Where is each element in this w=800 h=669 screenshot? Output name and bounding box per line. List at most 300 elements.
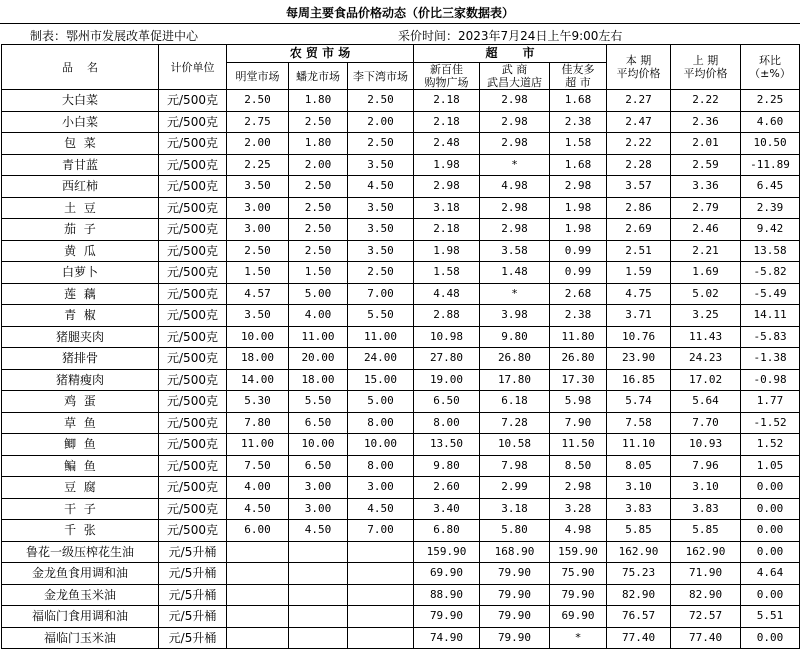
cell-market-2 bbox=[289, 584, 348, 606]
cell-market-3 bbox=[348, 563, 414, 585]
cell-super-1: 2.88 bbox=[414, 305, 480, 327]
cell-super-1: 6.50 bbox=[414, 391, 480, 413]
cell-unit: 元/500克 bbox=[159, 477, 227, 499]
cell-super-1: 10.98 bbox=[414, 326, 480, 348]
cell-name: 猪精瘦肉 bbox=[2, 369, 159, 391]
cell-super-1: 13.50 bbox=[414, 434, 480, 456]
cell-avg-now: 3.10 bbox=[607, 477, 671, 499]
table-row bbox=[2, 477, 800, 499]
cell-name: 金龙鱼玉米油 bbox=[2, 584, 159, 606]
cell-super-3: 26.80 bbox=[550, 348, 607, 370]
cell-unit: 元/5升桶 bbox=[159, 541, 227, 563]
cell-super-2: 1.48 bbox=[480, 262, 550, 284]
cell-super-2: 3.98 bbox=[480, 305, 550, 327]
cell-ratio: 1.77 bbox=[741, 391, 800, 413]
cell-avg-prev: 11.43 bbox=[671, 326, 741, 348]
cell-unit: 元/500克 bbox=[159, 154, 227, 176]
cell-market-3: 24.00 bbox=[348, 348, 414, 370]
cell-market-3: 5.00 bbox=[348, 391, 414, 413]
cell-avg-now: 162.90 bbox=[607, 541, 671, 563]
cell-name: 鲫 鱼 bbox=[2, 434, 159, 456]
cell-super-3: 11.80 bbox=[550, 326, 607, 348]
cell-unit: 元/500克 bbox=[159, 348, 227, 370]
table-row bbox=[2, 520, 800, 542]
cell-super-1: 19.00 bbox=[414, 369, 480, 391]
cell-super-3: 69.90 bbox=[550, 606, 607, 628]
cell-super-1: 69.90 bbox=[414, 563, 480, 585]
cell-ratio: -11.89 bbox=[741, 154, 800, 176]
cell-super-2: 9.80 bbox=[480, 326, 550, 348]
cell-ratio: -5.83 bbox=[741, 326, 800, 348]
cell-super-1: 6.80 bbox=[414, 520, 480, 542]
cell-unit: 元/5升桶 bbox=[159, 584, 227, 606]
cell-name: 猪腿夹肉 bbox=[2, 326, 159, 348]
cell-market-1: 10.00 bbox=[227, 326, 289, 348]
cell-avg-now: 2.69 bbox=[607, 219, 671, 241]
cell-avg-prev: 2.21 bbox=[671, 240, 741, 262]
header-name: 品 名 bbox=[2, 45, 159, 90]
cell-market-3: 4.50 bbox=[348, 498, 414, 520]
cell-name: 干 子 bbox=[2, 498, 159, 520]
cell-market-1: 11.00 bbox=[227, 434, 289, 456]
cell-market-1: 6.00 bbox=[227, 520, 289, 542]
cell-ratio: 6.45 bbox=[741, 176, 800, 198]
cell-super-3: 2.68 bbox=[550, 283, 607, 305]
cell-avg-now: 7.58 bbox=[607, 412, 671, 434]
cell-ratio: -5.82 bbox=[741, 262, 800, 284]
cell-ratio: 0.00 bbox=[741, 541, 800, 563]
cell-market-3: 8.00 bbox=[348, 412, 414, 434]
table-row bbox=[2, 412, 800, 434]
cell-name: 鸡 蛋 bbox=[2, 391, 159, 413]
cell-market-2: 2.50 bbox=[289, 240, 348, 262]
cell-super-1: 159.90 bbox=[414, 541, 480, 563]
cell-unit: 元/500克 bbox=[159, 434, 227, 456]
cell-market-1 bbox=[227, 541, 289, 563]
cell-avg-prev: 5.85 bbox=[671, 520, 741, 542]
cell-super-3: 0.99 bbox=[550, 262, 607, 284]
cell-name: 大白菜 bbox=[2, 90, 159, 112]
cell-super-3: 8.50 bbox=[550, 455, 607, 477]
table-header bbox=[2, 45, 800, 90]
cell-super-1: 27.80 bbox=[414, 348, 480, 370]
cell-avg-now: 82.90 bbox=[607, 584, 671, 606]
cell-avg-prev: 77.40 bbox=[671, 627, 741, 649]
cell-super-2: * bbox=[480, 154, 550, 176]
cell-market-2: 2.50 bbox=[289, 111, 348, 133]
cell-market-2: 6.50 bbox=[289, 455, 348, 477]
cell-avg-now: 3.57 bbox=[607, 176, 671, 198]
cell-super-3: 3.28 bbox=[550, 498, 607, 520]
price-table bbox=[1, 44, 800, 649]
cell-ratio: 2.39 bbox=[741, 197, 800, 219]
cell-avg-now: 3.71 bbox=[607, 305, 671, 327]
cell-super-2: 2.98 bbox=[480, 90, 550, 112]
cell-super-2: 2.98 bbox=[480, 111, 550, 133]
cell-avg-prev: 2.79 bbox=[671, 197, 741, 219]
cell-super-1: 79.90 bbox=[414, 606, 480, 628]
cell-market-1: 3.50 bbox=[227, 305, 289, 327]
cell-unit: 元/500克 bbox=[159, 133, 227, 155]
cell-market-2: 1.80 bbox=[289, 133, 348, 155]
cell-super-3: 17.30 bbox=[550, 369, 607, 391]
cell-super-2: 2.98 bbox=[480, 197, 550, 219]
cell-super-1: 3.18 bbox=[414, 197, 480, 219]
sheet-title: 每周主要食品价格动态（价比三家数据表） bbox=[0, 0, 800, 24]
cell-ratio: 1.52 bbox=[741, 434, 800, 456]
cell-super-1: 8.00 bbox=[414, 412, 480, 434]
cell-unit: 元/500克 bbox=[159, 197, 227, 219]
cell-ratio: 4.60 bbox=[741, 111, 800, 133]
cell-market-2: 2.50 bbox=[289, 219, 348, 241]
cell-market-3: 2.50 bbox=[348, 90, 414, 112]
cell-avg-prev: 5.64 bbox=[671, 391, 741, 413]
cell-avg-now: 3.83 bbox=[607, 498, 671, 520]
cell-avg-now: 16.85 bbox=[607, 369, 671, 391]
cell-market-3: 3.50 bbox=[348, 219, 414, 241]
cell-market-3 bbox=[348, 541, 414, 563]
cell-super-1: 2.18 bbox=[414, 111, 480, 133]
cell-super-1: 88.90 bbox=[414, 584, 480, 606]
cell-super-3: 4.98 bbox=[550, 520, 607, 542]
cell-market-2 bbox=[289, 563, 348, 585]
header-group-supermarket: 超 市 bbox=[414, 45, 607, 63]
table-row bbox=[2, 369, 800, 391]
cell-market-1: 7.50 bbox=[227, 455, 289, 477]
cell-unit: 元/500克 bbox=[159, 111, 227, 133]
cell-market-2 bbox=[289, 606, 348, 628]
table-row bbox=[2, 219, 800, 241]
cell-avg-prev: 7.96 bbox=[671, 455, 741, 477]
cell-super-1: 2.18 bbox=[414, 219, 480, 241]
table-row bbox=[2, 133, 800, 155]
cell-ratio: 0.00 bbox=[741, 477, 800, 499]
cell-unit: 元/500克 bbox=[159, 498, 227, 520]
cell-super-1: 4.48 bbox=[414, 283, 480, 305]
cell-super-2: 79.90 bbox=[480, 627, 550, 649]
header-super-3: 佳友多 超 市 bbox=[550, 63, 607, 90]
header-market-1: 明堂市场 bbox=[227, 63, 289, 90]
cell-market-1: 5.30 bbox=[227, 391, 289, 413]
cell-market-2: 6.50 bbox=[289, 412, 348, 434]
cell-market-2: 2.50 bbox=[289, 197, 348, 219]
header-super-1: 新百佳 购物广场 bbox=[414, 63, 480, 90]
cell-avg-prev: 2.01 bbox=[671, 133, 741, 155]
cell-avg-now: 10.76 bbox=[607, 326, 671, 348]
cell-name: 西红柿 bbox=[2, 176, 159, 198]
cell-unit: 元/500克 bbox=[159, 326, 227, 348]
cell-super-2: * bbox=[480, 283, 550, 305]
cell-name: 千 张 bbox=[2, 520, 159, 542]
cell-market-1: 7.80 bbox=[227, 412, 289, 434]
cell-super-2: 5.80 bbox=[480, 520, 550, 542]
cell-ratio: -1.52 bbox=[741, 412, 800, 434]
cell-market-1: 1.50 bbox=[227, 262, 289, 284]
cell-avg-prev: 2.59 bbox=[671, 154, 741, 176]
cell-market-2: 4.00 bbox=[289, 305, 348, 327]
cell-market-3 bbox=[348, 606, 414, 628]
cell-market-3: 10.00 bbox=[348, 434, 414, 456]
cell-market-2: 20.00 bbox=[289, 348, 348, 370]
cell-name: 包 菜 bbox=[2, 133, 159, 155]
cell-market-2: 4.50 bbox=[289, 520, 348, 542]
cell-super-3: 2.98 bbox=[550, 176, 607, 198]
cell-super-3: 11.50 bbox=[550, 434, 607, 456]
table-row bbox=[2, 541, 800, 563]
cell-avg-now: 5.74 bbox=[607, 391, 671, 413]
cell-market-3: 5.50 bbox=[348, 305, 414, 327]
cell-unit: 元/500克 bbox=[159, 283, 227, 305]
cell-super-2: 17.80 bbox=[480, 369, 550, 391]
cell-market-1 bbox=[227, 606, 289, 628]
cell-market-3: 2.50 bbox=[348, 133, 414, 155]
cell-super-3: 7.90 bbox=[550, 412, 607, 434]
collection-time: 采价时间：2023年7月24日上午9:00左右 bbox=[398, 29, 623, 43]
cell-name: 莲 藕 bbox=[2, 283, 159, 305]
table-row bbox=[2, 90, 800, 112]
cell-unit: 元/5升桶 bbox=[159, 627, 227, 649]
cell-super-3: 75.90 bbox=[550, 563, 607, 585]
cell-avg-now: 4.75 bbox=[607, 283, 671, 305]
cell-avg-prev: 24.23 bbox=[671, 348, 741, 370]
cell-market-3: 11.00 bbox=[348, 326, 414, 348]
cell-ratio: 0.00 bbox=[741, 584, 800, 606]
cell-name: 草 鱼 bbox=[2, 412, 159, 434]
cell-super-1: 3.40 bbox=[414, 498, 480, 520]
header-super-2: 武 商 武昌大道店 bbox=[480, 63, 550, 90]
cell-super-2: 2.98 bbox=[480, 219, 550, 241]
table-body bbox=[2, 90, 800, 649]
cell-market-3: 3.50 bbox=[348, 154, 414, 176]
table-row bbox=[2, 176, 800, 198]
cell-unit: 元/500克 bbox=[159, 262, 227, 284]
cell-name: 福临门玉米油 bbox=[2, 627, 159, 649]
table-row bbox=[2, 563, 800, 585]
cell-super-3: 5.98 bbox=[550, 391, 607, 413]
cell-market-2: 1.50 bbox=[289, 262, 348, 284]
cell-name: 鳊 鱼 bbox=[2, 455, 159, 477]
cell-market-2: 1.80 bbox=[289, 90, 348, 112]
cell-name: 小白菜 bbox=[2, 111, 159, 133]
cell-ratio: -5.49 bbox=[741, 283, 800, 305]
table-maker: 制表：鄂州市发展改革促进中心 bbox=[30, 29, 199, 43]
cell-market-3 bbox=[348, 584, 414, 606]
cell-market-1: 2.50 bbox=[227, 240, 289, 262]
cell-market-3: 8.00 bbox=[348, 455, 414, 477]
cell-market-1: 3.50 bbox=[227, 176, 289, 198]
cell-avg-now: 8.05 bbox=[607, 455, 671, 477]
cell-avg-now: 1.59 bbox=[607, 262, 671, 284]
cell-market-2: 18.00 bbox=[289, 369, 348, 391]
table-row bbox=[2, 262, 800, 284]
cell-unit: 元/500克 bbox=[159, 520, 227, 542]
cell-ratio: 0.00 bbox=[741, 520, 800, 542]
cell-super-2: 79.90 bbox=[480, 563, 550, 585]
cell-avg-prev: 5.02 bbox=[671, 283, 741, 305]
cell-market-1: 4.00 bbox=[227, 477, 289, 499]
table-row bbox=[2, 434, 800, 456]
cell-market-3: 3.50 bbox=[348, 197, 414, 219]
cell-unit: 元/500克 bbox=[159, 455, 227, 477]
cell-super-3: * bbox=[550, 627, 607, 649]
cell-unit: 元/5升桶 bbox=[159, 563, 227, 585]
cell-market-1: 18.00 bbox=[227, 348, 289, 370]
cell-unit: 元/500克 bbox=[159, 305, 227, 327]
cell-super-2: 79.90 bbox=[480, 606, 550, 628]
table-row bbox=[2, 498, 800, 520]
cell-super-3: 2.38 bbox=[550, 305, 607, 327]
cell-super-3: 2.98 bbox=[550, 477, 607, 499]
cell-super-2: 2.98 bbox=[480, 133, 550, 155]
table-row bbox=[2, 154, 800, 176]
cell-name: 金龙鱼食用调和油 bbox=[2, 563, 159, 585]
cell-super-2: 10.58 bbox=[480, 434, 550, 456]
cell-market-2: 3.00 bbox=[289, 477, 348, 499]
cell-ratio: 14.11 bbox=[741, 305, 800, 327]
cell-ratio: 13.58 bbox=[741, 240, 800, 262]
cell-market-3: 3.00 bbox=[348, 477, 414, 499]
cell-market-1: 3.00 bbox=[227, 219, 289, 241]
table-row bbox=[2, 240, 800, 262]
cell-avg-now: 2.22 bbox=[607, 133, 671, 155]
cell-market-3: 15.00 bbox=[348, 369, 414, 391]
cell-market-1: 4.50 bbox=[227, 498, 289, 520]
cell-super-3: 2.38 bbox=[550, 111, 607, 133]
cell-market-1: 2.50 bbox=[227, 90, 289, 112]
cell-market-3: 7.00 bbox=[348, 283, 414, 305]
cell-super-2: 26.80 bbox=[480, 348, 550, 370]
cell-avg-now: 5.85 bbox=[607, 520, 671, 542]
table-row bbox=[2, 326, 800, 348]
cell-super-1: 74.90 bbox=[414, 627, 480, 649]
cell-market-1 bbox=[227, 627, 289, 649]
header-unit: 计价单位 bbox=[159, 45, 227, 90]
cell-name: 猪排骨 bbox=[2, 348, 159, 370]
cell-market-2 bbox=[289, 627, 348, 649]
cell-super-2: 3.58 bbox=[480, 240, 550, 262]
cell-super-1: 9.80 bbox=[414, 455, 480, 477]
cell-super-1: 1.98 bbox=[414, 240, 480, 262]
cell-market-3 bbox=[348, 627, 414, 649]
table-row bbox=[2, 305, 800, 327]
cell-ratio: -1.38 bbox=[741, 348, 800, 370]
cell-name: 青甘蓝 bbox=[2, 154, 159, 176]
cell-super-2: 7.28 bbox=[480, 412, 550, 434]
cell-market-2: 5.00 bbox=[289, 283, 348, 305]
cell-super-3: 159.90 bbox=[550, 541, 607, 563]
cell-market-2: 11.00 bbox=[289, 326, 348, 348]
cell-market-3: 4.50 bbox=[348, 176, 414, 198]
cell-avg-now: 2.51 bbox=[607, 240, 671, 262]
table-row bbox=[2, 197, 800, 219]
header-avg-prev: 上 期 平均价格 bbox=[671, 45, 741, 90]
table-row bbox=[2, 584, 800, 606]
cell-super-2: 4.98 bbox=[480, 176, 550, 198]
cell-super-1: 2.98 bbox=[414, 176, 480, 198]
cell-avg-now: 77.40 bbox=[607, 627, 671, 649]
table-row bbox=[2, 606, 800, 628]
cell-super-1: 2.18 bbox=[414, 90, 480, 112]
cell-name: 黄 瓜 bbox=[2, 240, 159, 262]
cell-super-3: 1.68 bbox=[550, 154, 607, 176]
cell-unit: 元/500克 bbox=[159, 369, 227, 391]
cell-avg-prev: 10.93 bbox=[671, 434, 741, 456]
table-row bbox=[2, 111, 800, 133]
cell-super-1: 1.58 bbox=[414, 262, 480, 284]
cell-super-2: 3.18 bbox=[480, 498, 550, 520]
cell-avg-prev: 1.69 bbox=[671, 262, 741, 284]
cell-market-1 bbox=[227, 584, 289, 606]
cell-name: 鲁花一级压榨花生油 bbox=[2, 541, 159, 563]
cell-super-3: 79.90 bbox=[550, 584, 607, 606]
cell-unit: 元/500克 bbox=[159, 412, 227, 434]
header-market-2: 蟠龙市场 bbox=[289, 63, 348, 90]
cell-avg-now: 23.90 bbox=[607, 348, 671, 370]
table-row bbox=[2, 283, 800, 305]
sheet-meta bbox=[0, 24, 800, 44]
table-row bbox=[2, 391, 800, 413]
cell-market-3: 3.50 bbox=[348, 240, 414, 262]
cell-market-2: 5.50 bbox=[289, 391, 348, 413]
cell-super-3: 0.99 bbox=[550, 240, 607, 262]
table-row bbox=[2, 627, 800, 649]
cell-market-3: 7.00 bbox=[348, 520, 414, 542]
cell-ratio: 0.00 bbox=[741, 627, 800, 649]
cell-avg-prev: 2.46 bbox=[671, 219, 741, 241]
cell-market-2: 3.00 bbox=[289, 498, 348, 520]
cell-market-1: 2.75 bbox=[227, 111, 289, 133]
cell-super-3: 1.98 bbox=[550, 197, 607, 219]
cell-ratio: 1.05 bbox=[741, 455, 800, 477]
header-group-market: 农 贸 市 场 bbox=[227, 45, 414, 63]
header-avg-now: 本 期 平均价格 bbox=[607, 45, 671, 90]
cell-ratio: 4.64 bbox=[741, 563, 800, 585]
cell-unit: 元/500克 bbox=[159, 176, 227, 198]
cell-avg-prev: 3.83 bbox=[671, 498, 741, 520]
cell-market-1: 3.00 bbox=[227, 197, 289, 219]
cell-name: 福临门食用调和油 bbox=[2, 606, 159, 628]
cell-ratio: 9.42 bbox=[741, 219, 800, 241]
cell-name: 白萝卜 bbox=[2, 262, 159, 284]
cell-name: 土 豆 bbox=[2, 197, 159, 219]
cell-market-1: 2.25 bbox=[227, 154, 289, 176]
cell-super-2: 79.90 bbox=[480, 584, 550, 606]
cell-market-2: 10.00 bbox=[289, 434, 348, 456]
cell-name: 青 椒 bbox=[2, 305, 159, 327]
cell-name: 茄 子 bbox=[2, 219, 159, 241]
cell-market-3: 2.00 bbox=[348, 111, 414, 133]
cell-market-2: 2.00 bbox=[289, 154, 348, 176]
cell-avg-now: 2.28 bbox=[607, 154, 671, 176]
cell-unit: 元/500克 bbox=[159, 391, 227, 413]
cell-avg-now: 2.27 bbox=[607, 90, 671, 112]
cell-ratio: 10.50 bbox=[741, 133, 800, 155]
cell-avg-prev: 3.10 bbox=[671, 477, 741, 499]
cell-unit: 元/5升桶 bbox=[159, 606, 227, 628]
cell-avg-prev: 3.36 bbox=[671, 176, 741, 198]
cell-avg-prev: 72.57 bbox=[671, 606, 741, 628]
cell-avg-prev: 71.90 bbox=[671, 563, 741, 585]
cell-market-2: 2.50 bbox=[289, 176, 348, 198]
cell-avg-now: 11.10 bbox=[607, 434, 671, 456]
cell-avg-now: 76.57 bbox=[607, 606, 671, 628]
cell-super-1: 2.60 bbox=[414, 477, 480, 499]
cell-avg-prev: 7.70 bbox=[671, 412, 741, 434]
cell-name: 豆 腐 bbox=[2, 477, 159, 499]
table-row bbox=[2, 455, 800, 477]
cell-market-1: 14.00 bbox=[227, 369, 289, 391]
cell-super-2: 168.90 bbox=[480, 541, 550, 563]
